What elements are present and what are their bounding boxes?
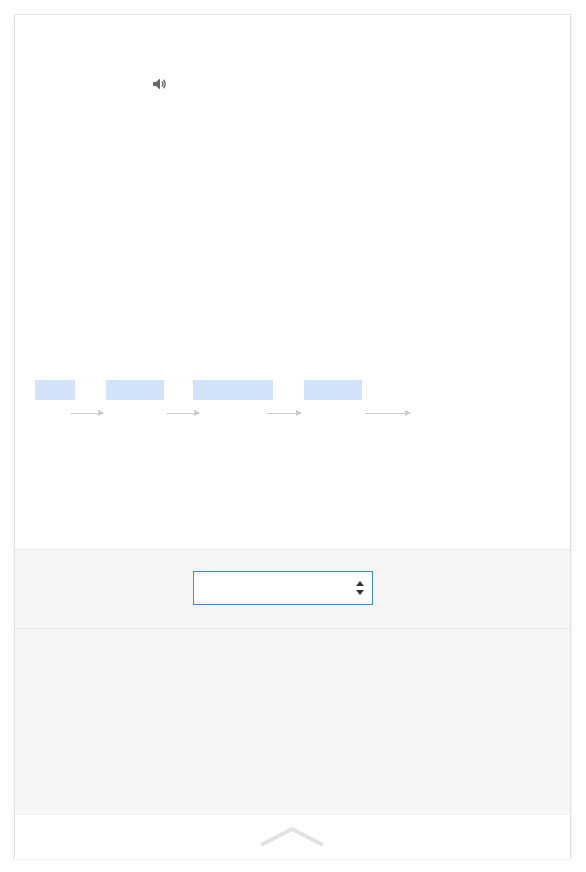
usage-chart	[49, 681, 549, 791]
origin-language	[35, 380, 75, 400]
origin-arrow	[365, 413, 410, 414]
select-arrows-icon	[356, 581, 364, 595]
origin-language	[304, 380, 362, 400]
collapse-bar[interactable]	[15, 815, 570, 859]
usage-section	[15, 629, 570, 815]
dictionary-card	[14, 14, 571, 858]
origin-language	[193, 380, 273, 400]
language-select[interactable]	[193, 571, 373, 605]
origin-arrow	[167, 413, 199, 414]
origin-arrow	[71, 413, 103, 414]
speaker-icon[interactable]	[151, 76, 167, 92]
chevron-up-icon[interactable]	[259, 825, 325, 849]
origin-arrow	[268, 413, 301, 414]
translate-section	[15, 550, 570, 628]
origin-language	[106, 380, 164, 400]
